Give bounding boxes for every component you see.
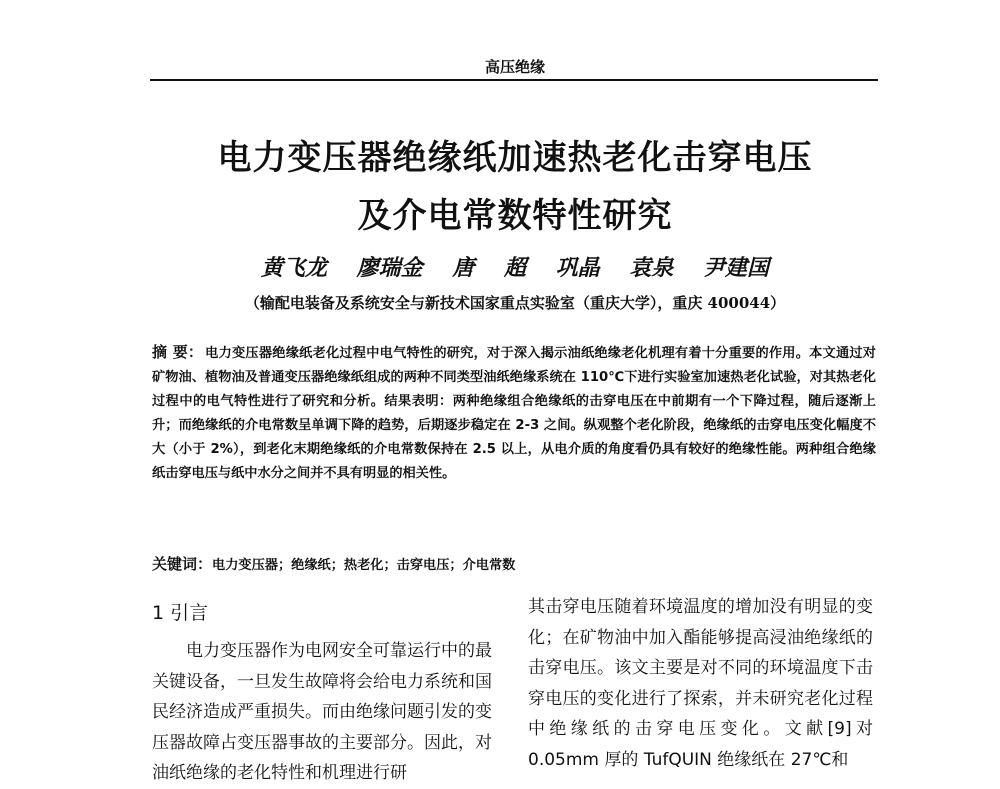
affiliation: （输配电装备及系统安全与新技术国家重点实验室（重庆大学），重庆 400044） — [244, 294, 786, 312]
keywords-text: 电力变压器；绝缘纸；热老化；击穿电压；介电常数 — [212, 558, 516, 573]
section-heading: 1 引言 — [152, 602, 209, 624]
keywords — [152, 553, 876, 574]
keywords-label: 关键词： — [152, 555, 213, 573]
authors: 黄飞龙 廖瑞金 唐 超 巩晶 袁泉 尹建国 — [261, 255, 769, 281]
body-left-column: 电力变压器作为电网安全可靠运行中的最关键设备，一旦发生故障将会给电力系统和国民经济造成严重损失。而由绝缘问题引发的变压器故障占变压器事故的主要部分。因此，对油纸绝缘的老化特性和机理进行研 — [152, 641, 492, 783]
abstract-text: 电力变压器绝缘纸老化过程中电气特性的研究，对于深入揭示油纸绝缘老化机理有着十分重要的作用。本文通过对矿物油、植物油及普通变压器绝缘纸组成的两种不同类型油纸绝缘系统在 110℃下进行实验室加速热老化试验，对其热老化过程中的电气特性进行了研究和分析。结果表明：两种绝缘组合绝缘纸的击穿电压在中前期有一个下降过程，随后逐渐上升；而绝缘纸的介电常数呈单调下降的趋势，后期逐步稳定在 2-3 之间。纵观整个老化阶段，绝缘纸的击穿电压变化幅度不大（小于 2%），到老化末期绝缘纸的介电常数保持在 2.5 以上，从电介质的角度看仍具有较好的绝缘性能。两种组合绝缘纸击穿电压与纸中水分之间并不具有明显的相关性。 — [152, 346, 876, 481]
paper-title-line-2: 及介电常数特性研究 — [357, 196, 673, 236]
running-header: 高压绝缘 — [484, 58, 545, 76]
header-rule — [150, 79, 878, 81]
abstract-label: 摘 要： — [152, 343, 204, 361]
paper-title-line-1: 电力变压器绝缘纸加速热老化击穿电压 — [217, 138, 813, 178]
body-right-column: 其击穿电压随着环境温度的增加没有明显的变化；在矿物油中加入酯能够提高浸油绝缘纸的击穿电压。该文主要是对不同的环境温度下击穿电压的变化进行了探索，并未研究老化过程中绝缘纸的击穿电压变化。文献[9]对 0.05mm 厚的 TufQUIN 绝缘纸在 27℃和 — [528, 597, 873, 770]
abstract — [152, 340, 876, 486]
